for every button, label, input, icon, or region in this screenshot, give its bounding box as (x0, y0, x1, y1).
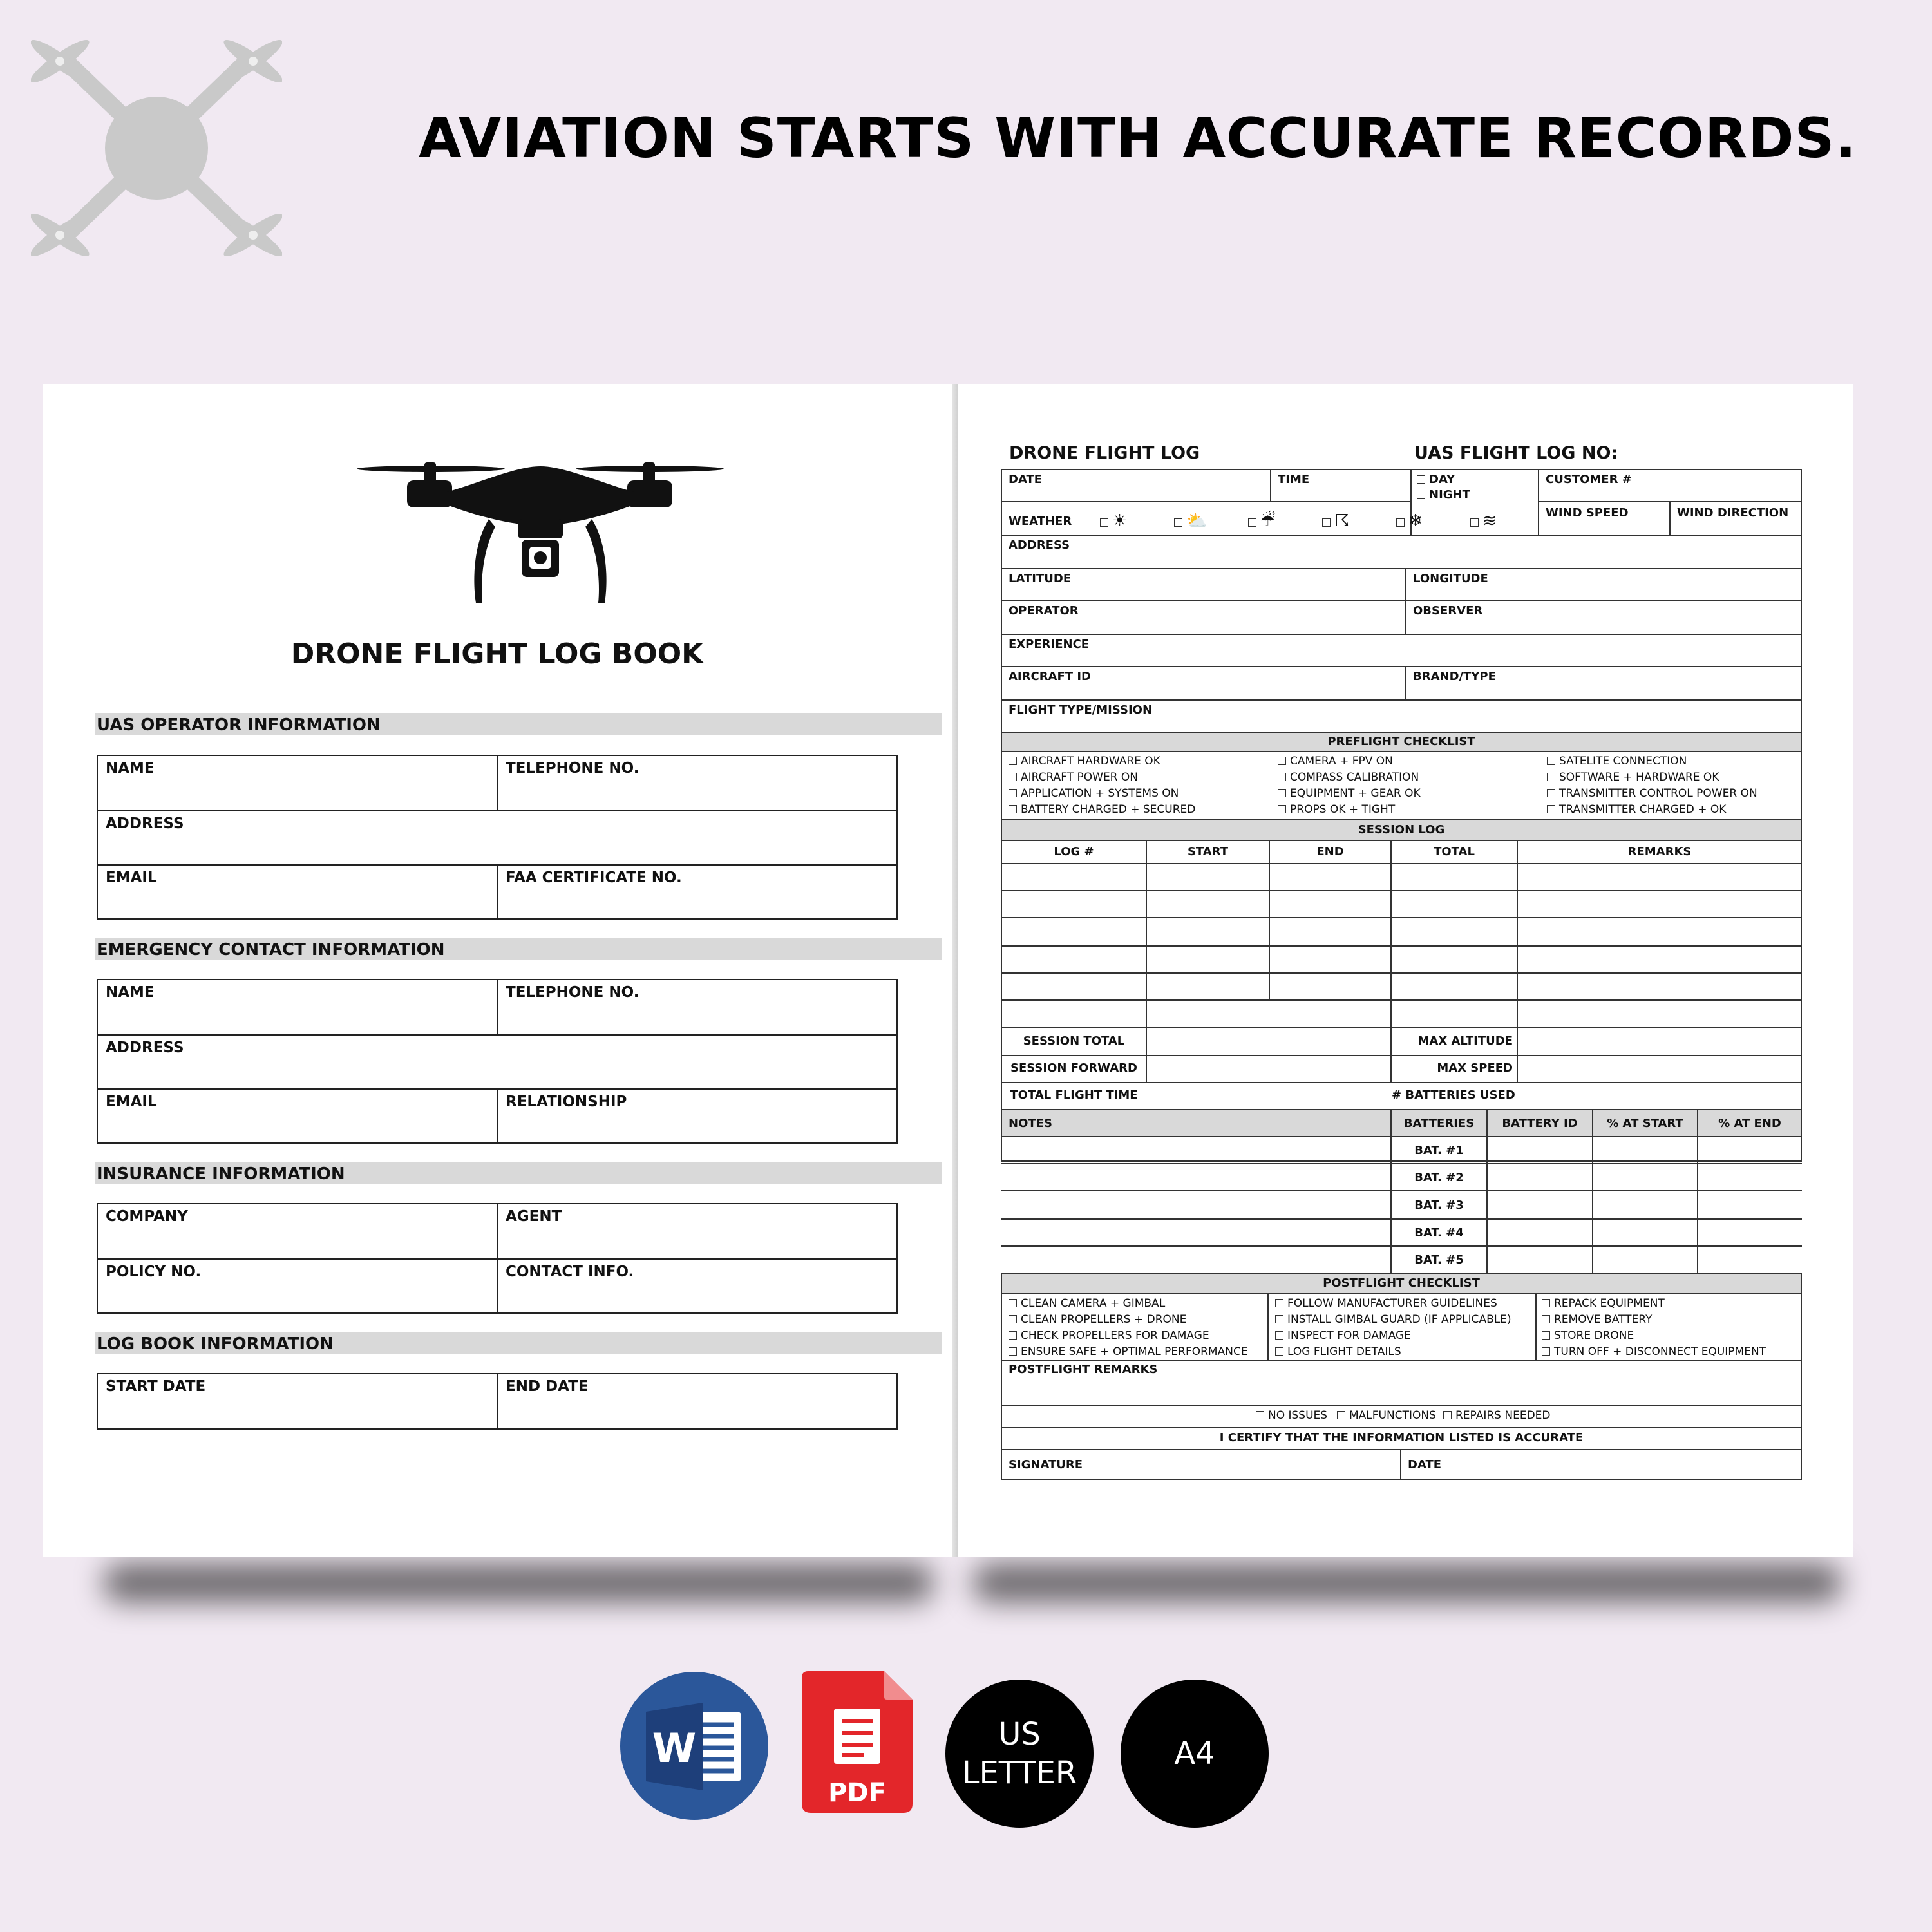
snow-icon[interactable]: ❄ (1396, 511, 1423, 531)
day-checkbox[interactable]: DAY (1417, 473, 1455, 486)
right-page (958, 384, 1853, 1557)
session-summary-label: SESSION TOTAL (1023, 1034, 1125, 1048)
page-shadow (972, 1564, 1842, 1602)
postflight-remarks-label: POSTFLIGHT REMARKS (1009, 1363, 1158, 1376)
flight-type-label: FLIGHT TYPE/MISSION (1009, 703, 1153, 717)
preflight-check-item[interactable]: EQUIPMENT + GEAR OK (1278, 787, 1421, 800)
telephone-field[interactable]: TELEPHONE NO. (497, 980, 896, 1034)
session-header: REMARKS (1627, 845, 1692, 858)
preflight-title: PREFLIGHT CHECKLIST (1002, 733, 1801, 751)
word-icon (620, 1672, 768, 1820)
policy-field[interactable]: POLICY NO. (106, 1264, 202, 1280)
battery-header: BATTERIES (1403, 1117, 1475, 1130)
postflight-check-item[interactable]: CHECK PROPELLERS FOR DAMAGE (1009, 1329, 1209, 1342)
address-label: ADDRESS (1009, 538, 1070, 552)
night-checkbox[interactable]: NIGHT (1417, 488, 1470, 502)
left-page (43, 384, 952, 1557)
page-shadow (103, 1564, 934, 1602)
customer-label: CUSTOMER # (1546, 473, 1632, 486)
no-issues-checkbox[interactable]: NO ISSUES (1256, 1409, 1327, 1422)
pdf-format-badge (802, 1671, 913, 1813)
section-title: INSURANCE INFORMATION (95, 1162, 942, 1184)
battery-header: % AT END (1718, 1117, 1781, 1130)
name-field[interactable]: NAME (106, 760, 155, 777)
name-field[interactable]: NAME (106, 984, 155, 1001)
partly-cloudy-icon[interactable]: ⛅ (1174, 511, 1207, 531)
aircraft-id-label: AIRCRAFT ID (1009, 670, 1091, 683)
insurance-table (97, 1203, 898, 1314)
end-date-field[interactable]: END DATE (497, 1374, 896, 1428)
relationship-field[interactable]: RELATIONSHIP (497, 1090, 896, 1142)
log-number-label: UAS FLIGHT LOG NO: (1414, 443, 1618, 463)
preflight-check-item[interactable]: COMPASS CALIBRATION (1278, 771, 1419, 784)
logbook-info-table (97, 1373, 898, 1430)
preflight-check-item[interactable]: CAMERA + FPV ON (1278, 755, 1393, 768)
agent-field[interactable]: AGENT (497, 1204, 896, 1258)
page-gutter (952, 384, 958, 1557)
battery-row-label: BAT. #3 (1414, 1198, 1464, 1212)
battery-header: BATTERY ID (1502, 1117, 1578, 1130)
section-title: EMERGENCY CONTACT INFORMATION (95, 938, 942, 960)
experience-label: EXPERIENCE (1009, 638, 1090, 651)
repairs-needed-checkbox[interactable]: REPAIRS NEEDED (1443, 1409, 1551, 1422)
session-summary-label: MAX ALTITUDE (1417, 1034, 1513, 1048)
postflight-check-item[interactable]: CLEAN PROPELLERS + DRONE (1009, 1313, 1186, 1326)
longitude-label: LONGITUDE (1413, 572, 1488, 585)
notes-label: NOTES (1009, 1117, 1052, 1130)
session-header: END (1316, 845, 1344, 858)
start-date-field[interactable]: START DATE (106, 1378, 206, 1395)
preflight-check-item[interactable]: BATTERY CHARGED + SECURED (1009, 803, 1195, 816)
storm-icon[interactable]: ☈ (1322, 511, 1349, 531)
latitude-label: LATITUDE (1009, 572, 1072, 585)
postflight-title: POSTFLIGHT CHECKLIST (1002, 1274, 1801, 1293)
preflight-check-item[interactable]: SOFTWARE + HARDWARE OK (1547, 771, 1719, 784)
signature-date-label: DATE (1408, 1458, 1442, 1472)
faa-certificate-field[interactable]: FAA CERTIFICATE NO. (497, 866, 896, 918)
email-field[interactable]: EMAIL (106, 1094, 157, 1110)
address-field[interactable]: ADDRESS (106, 1039, 184, 1056)
book-title: DRONE FLIGHT LOG BOOK (290, 638, 704, 670)
weather-label: WEATHER (1009, 515, 1072, 528)
postflight-check-item[interactable]: STORE DRONE (1542, 1329, 1634, 1342)
time-label: TIME (1278, 473, 1310, 486)
session-header: START (1187, 845, 1229, 858)
pdf-label: PDF (828, 1778, 886, 1808)
session-log-title: SESSION LOG (1002, 820, 1801, 840)
rain-icon[interactable]: ☔ (1248, 511, 1275, 531)
date-label: DATE (1009, 473, 1043, 486)
contact-info-field[interactable]: CONTACT INFO. (497, 1260, 896, 1312)
session-summary-label: MAX SPEED (1437, 1061, 1513, 1075)
wind-speed-label: WIND SPEED (1546, 506, 1629, 520)
operator-info-table (97, 755, 898, 920)
drone-icon (357, 455, 724, 616)
postflight-check-item[interactable]: INSTALL GIMBAL GUARD (IF APPLICABLE) (1275, 1313, 1511, 1326)
drone-silhouette-icon (31, 26, 282, 270)
preflight-check-item[interactable]: TRANSMITTER CONTROL POWER ON (1547, 787, 1757, 800)
headline: AVIATION STARTS WITH ACCURATE RECORDS. (419, 106, 1857, 171)
preflight-check-item[interactable]: SATELITE CONNECTION (1547, 755, 1687, 768)
word-format-badge (620, 1672, 768, 1820)
us-letter-label: US LETTER (961, 1716, 1077, 1791)
preflight-check-item[interactable]: APPLICATION + SYSTEMS ON (1009, 787, 1179, 800)
operator-label: OPERATOR (1009, 604, 1079, 618)
session-summary-label: SESSION FORWARD (1010, 1061, 1137, 1075)
postflight-check-item[interactable]: FOLLOW MANUFACTURER GUIDELINES (1275, 1297, 1497, 1310)
preflight-check-item[interactable]: AIRCRAFT HARDWARE OK (1009, 755, 1160, 768)
postflight-check-item[interactable]: INSPECT FOR DAMAGE (1275, 1329, 1411, 1342)
malfunctions-checkbox[interactable]: MALFUNCTIONS (1337, 1409, 1436, 1422)
battery-row-label: BAT. #5 (1414, 1253, 1464, 1267)
a4-badge (1121, 1680, 1269, 1828)
preflight-check-item[interactable]: TRANSMITTER CHARGED + OK (1547, 803, 1726, 816)
email-field[interactable]: EMAIL (106, 869, 157, 886)
postflight-check-item[interactable]: REPACK EQUIPMENT (1542, 1297, 1665, 1310)
telephone-field[interactable]: TELEPHONE NO. (497, 756, 896, 810)
company-field[interactable]: COMPANY (106, 1208, 188, 1225)
emergency-contact-table (97, 979, 898, 1144)
session-header: LOG # (1054, 845, 1094, 858)
sun-icon[interactable]: ☀ (1100, 511, 1127, 531)
word-letter: W (652, 1725, 697, 1772)
us-letter-badge (945, 1680, 1094, 1828)
battery-row-label: BAT. #4 (1414, 1226, 1464, 1240)
postflight-check-item[interactable]: ENSURE SAFE + OPTIMAL PERFORMANCE (1009, 1345, 1248, 1358)
section-title: LOG BOOK INFORMATION (95, 1332, 942, 1354)
observer-label: OBSERVER (1413, 604, 1483, 618)
preflight-check-item[interactable]: AIRCRAFT POWER ON (1009, 771, 1138, 784)
session-summary-label: TOTAL FLIGHT TIME (1010, 1088, 1138, 1102)
flight-log-title: DRONE FLIGHT LOG (1009, 443, 1200, 463)
battery-row-label: BAT. #1 (1414, 1144, 1464, 1157)
a4-label: A4 (1174, 1736, 1215, 1772)
section-title: UAS OPERATOR INFORMATION (95, 713, 942, 735)
postflight-check-item[interactable]: CLEAN CAMERA + GIMBAL (1009, 1297, 1165, 1310)
postflight-check-item[interactable]: REMOVE BATTERY (1542, 1313, 1652, 1326)
session-header: TOTAL (1434, 845, 1475, 858)
postflight-check-item[interactable]: LOG FLIGHT DETAILS (1275, 1345, 1401, 1358)
brand-type-label: BRAND/TYPE (1413, 670, 1496, 683)
certify-statement: I CERTIFY THAT THE INFORMATION LISTED IS ACCURATE (1219, 1431, 1584, 1444)
session-summary-label: # BATTERIES USED (1392, 1088, 1515, 1102)
wind-icon[interactable]: ≋ (1470, 511, 1497, 531)
battery-header: % AT START (1607, 1117, 1683, 1130)
signature-label: SIGNATURE (1009, 1458, 1083, 1472)
wind-direction-label: WIND DIRECTION (1677, 506, 1789, 520)
address-field[interactable]: ADDRESS (106, 815, 184, 832)
battery-row-label: BAT. #2 (1414, 1171, 1464, 1184)
postflight-check-item[interactable]: TURN OFF + DISCONNECT EQUIPMENT (1542, 1345, 1766, 1358)
preflight-check-item[interactable]: PROPS OK + TIGHT (1278, 803, 1395, 816)
